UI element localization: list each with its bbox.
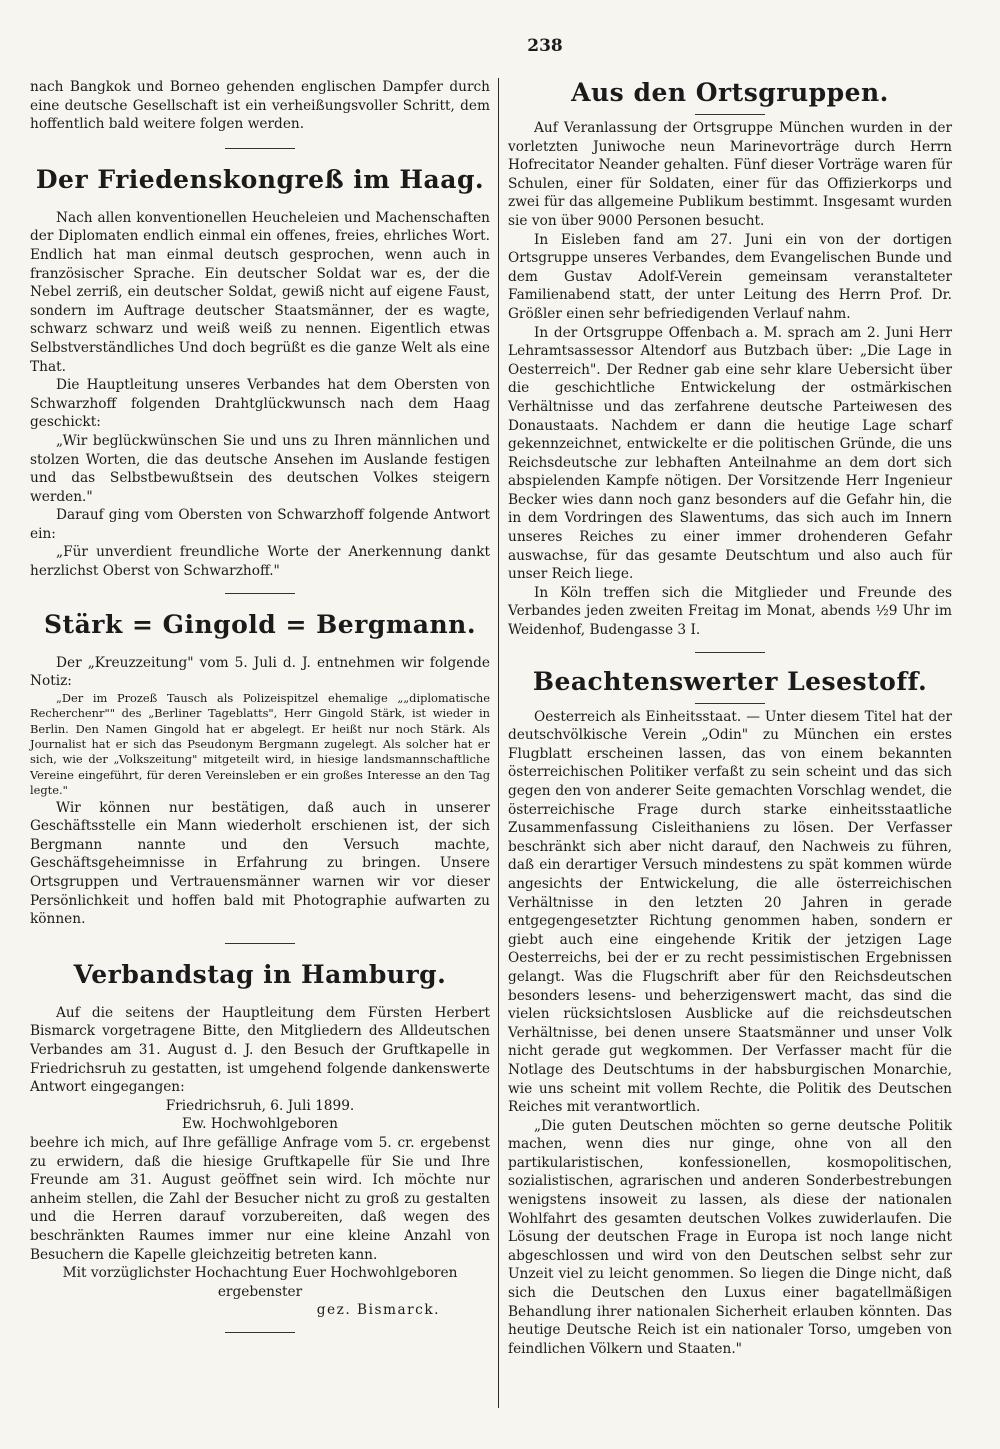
- quoted-notice: „Der im Prozeß Tausch als Polizeispitzel ehemalige „„diplomatische Recherchenr"" des „Berliner Tageblatts", Herr Gingold Stärk, ist wieder in Berlin. Den Namen Gingold hat er abgelegt. Er heißt nur noch Stärk. Als Journalist hat er sich das Pseudonym Bergmann zugelegt. Als solcher hat er sich, wie der „Volkszeitung" mitgeteilt wird, in hiesige landsmannschaftliche Vereine eingeführt, für deren Vereinsleben er ein großes Interesse an den Tag legte.": [30, 690, 490, 798]
- section-separator: [695, 114, 765, 115]
- section-separator: [225, 593, 295, 594]
- section-separator: [225, 943, 295, 944]
- paragraph: Die Hauptleitung unseres Verbandes hat dem Obersten von Schwarzhoff folgenden Drahtglückwunsch nach dem Haag geschickt:: [30, 377, 490, 431]
- letter-closing-2: ergebenster: [217, 1283, 303, 1300]
- column-divider: [498, 78, 499, 1408]
- paragraph: Wir können nur bestätigen, daß auch in unserer Geschäftsstelle ein Mann wiederholt erschienen ist, der sich Bergmann nannte und den Versuch machte, Geschäftsgeheimnisse in Erfahrung zu bringen. Unsere Ortsgruppen und Vertrauensmänner warnen wir vor dieser Persönlichkeit und hoffen bald mit Photographie aufwarten zu können.: [30, 799, 490, 928]
- section-title-ortsgruppen: Aus den Ortsgruppen.: [571, 78, 889, 107]
- letter-salutation: Ew. Hochwohlgeboren: [182, 1116, 338, 1133]
- intro-paragraph: nach Bangkok und Borneo gehenden englischen Dampfer durch eine deutsche Gesellschaft ist ein verheißungsvoller Schritt, dem hoffentlich bald weitere folgen werden.: [30, 79, 490, 133]
- small-print-quote: [30, 691, 490, 799]
- section-title-lesestoff: Beachtenswerter Lesestoff.: [532, 666, 928, 696]
- paragraph: In der Ortsgruppe Offenbach a. M. sprach am 2. Juni Herr Lehramtsassessor Altendorf aus Butzbach über: „Die Lage in Oesterreich". Der Redner gab eine sehr klare Uebersicht über die geschichtliche Entwickelung der ostmärkischen Verhältnisse und das zerfahrene deutsche Parteiwesen des Donaustaats. Nachdem er dann die heutige Lage scharf gekennzeichnet, entwickelte er die politischen Gründe, die uns Reichsdeutsche zur lebhaften Anteilnahme an dem dort sich abspielenden Kampfe nötigen. Der Vorsitzende Herr Ingenieur Becker wies dann noch ganz besonders auf die Gefahr hin, die in dem Vordringen des Slawentums, das sich auch im Innern unseres Reiches zu einer immer drohenderen Gefahr auswachse, für das gesamte Deutschtum und also auch für unser Reich liege.: [508, 324, 952, 583]
- telegram-quote: „Wir beglückwünschen Sie und uns zu Ihren männlichen und stolzen Worten, die das deutsche Ansehen im Auslande festigen und das Selbstbewußtsein des deutschen Volkes steigern werden.": [30, 432, 490, 505]
- paragraph: Oesterreich als Einheitsstaat. — Unter diesem Titel hat der deutschvölkische Verein „Odin" zu München ein erstes Flugblatt erscheinen lassen, das von einem bekannten österreichischen Politiker verfaßt zu sein scheint und das sich gegen den von anderer Seite gemachten Vorschlag wendet, die österreichische Frage durch starke einheitsstaatliche Zusammenfassung Cisleithaniens zu lösen. Der Verfasser beschränkt sich aber nicht darauf, den Nachweis zu führen, daß ein derartiger Versuch mindestens zu spät kommen würde angesichts der Entwickelung, die alle österreichischen Verhältnisse in den letzten 20 Jahren in gerade entgegengesetzter Richtung genommen haben, sondern er giebt auch eine eingehende Kritik der jetzigen Lage Oesterreichs, bei der er zu recht pessimistischen Ergebnissen gelangt. Was die Flugschrift aber für den Reichsdeutschen besonders lesens- und beherzigenswert macht, das sind die vielen rücksichtslosen Ausblicke auf die reichsdeutschen Verhältnisse, bei denen unsere Staatsmänner und unser Volk nicht gerade gut wegkommen. Der Verfasser macht für die Notlage des Deutschtums in der habsburgischen Monarchie, wie uns scheint mit vollem Rechte, die Politik des Deutschen Reiches mit verantwortlich.: [508, 708, 952, 1116]
- letter-signature: gez. Bismarck.: [316, 1302, 440, 1319]
- letter-body: beehre ich mich, auf Ihre gefällige Anfrage vom 5. cr. ergebenst zu erwidern, daß die hiesige Gruftkapelle für Sie und Ihre Freunde am 31. August geöffnet sein wird. Ich möchte nur anheim stellen, die Zahl der Besucher nicht zu groß zu gestalten und die Herren darauf vorzubereiten, daß wegen des beschränkten Raumes immer nur eine kleine Anzahl von Besuchern die Kapelle gleichzeitig betreten kann.: [30, 1135, 490, 1263]
- paragraph: Auf die seitens der Hauptleitung dem Fürsten Herbert Bismarck vorgetragene Bitte, den Mitgliedern des Alldeutschen Verbandes am 31. August d. J. den Besuch der Gruftkapelle in Friedrichsruh zu gestatten, ist umgehend folgende dankenswerte Antwort eingegangen:: [30, 1004, 490, 1096]
- section-title-friedenskongress: Der Friedenskongreß im Haag.: [35, 164, 485, 194]
- section-separator: [695, 703, 765, 704]
- section-separator: [225, 148, 295, 149]
- paragraph: Der „Kreuzzeitung" vom 5. Juli d. J. entnehmen wir folgende Notiz:: [30, 654, 490, 690]
- paragraph: In Eisleben fand am 27. Juni ein von der dortigen Ortsgruppe unseres Verbandes, dem Evangelischen Bunde und dem Gustav Adolf-Verein gemeinsam veranstalteter Familienabend statt, der unter Leitung des Herrn Prof. Dr. Größler einen sehr befriedigenden Verlauf nahm.: [508, 231, 952, 322]
- paragraph: Nach allen konventionellen Heucheleien und Machenschaften der Diplomaten endlich einmal ein offenes, freies, ehrliches Wort. Endlich hat man einmal deutsch gesprochen, wenn auch in französischer Sprache. Ein deutscher Soldat war es, der die Nebel zerriß, ein deutscher Soldat, gewiß nicht auf eigene Faust, sondern im Auftrage deutscher Staatsmänner, der es wagte, schwarz schwarz und weiß weiß zu nennen. Eigentlich etwas Selbstverständliches Und doch begrüßt es die ganze Welt als eine That.: [30, 209, 490, 375]
- paragraph: In Köln treffen sich die Mitglieder und Freunde des Verbandes jeden zweiten Freitag im Monat, abends ½9 Uhr im Weidenhof, Budengasse 3 I.: [508, 584, 952, 639]
- left-column: [30, 78, 490, 1333]
- section-separator: [225, 1332, 295, 1333]
- right-column: [508, 78, 952, 1358]
- paragraph: Darauf ging vom Obersten von Schwarzhoff folgende Antwort ein:: [30, 507, 490, 542]
- page-number: 238: [527, 36, 563, 56]
- section-separator: [695, 652, 765, 653]
- letter-closing: Mit vorzüglichster Hochachtung Euer Hochwohlgeboren: [62, 1265, 458, 1282]
- letter-place-date: Friedrichsruh, 6. Juli 1899.: [165, 1097, 355, 1114]
- reply-quote: „Für unverdient freundliche Worte der Anerkennung dankt herzlichst Oberst von Schwarzhoff.": [30, 544, 490, 580]
- section-title-verbandstag: Verbandstag in Hamburg.: [73, 959, 447, 989]
- section-title-staerk-gingold-bergmann: Stärk = Gingold = Bergmann.: [43, 609, 477, 639]
- quoted-passage: „Die guten Deutschen möchten so gerne deutsche Politik machen, wenn dies nur ginge, ohne von all den partikularistischen, konfessionellen, kosmopolitischen, sozialistischen, agrarischen und anderen Sonderbestrebungen wenigstens insoweit zu lassen, als diese der nationalen Wohlfahrt des gesamten deutschen Volkes zuwiderlaufen. Die Lösung der deutschen Frage in Europa ist noch lange nicht abgeschlossen und wird von den Deutschen selbst sehr zur Unzeit viel zu leicht genommen. So liegen die Dinge nicht, daß sich die Deutschen den Luxus einer bagatellmäßigen Behandlung ihrer nationalen Sicherheit erlauben könnten. Das heutige Deutsche Reich ist ein nationaler Torso, umgeben von feindlichen Völkern und Staaten.": [508, 1117, 952, 1357]
- paragraph: Auf Veranlassung der Ortsgruppe München wurden in der vorletzten Juniwoche neun Marinevorträge durch Herrn Hofrecitator Neander gehalten. Fünf dieser Vorträge waren für Schulen, einer für Soldaten, einer für das Offizierkorps und zwei für das allgemeine Publikum bestimmt. Insgesamt wurden sie von über 9000 Personen besucht.: [508, 120, 952, 229]
